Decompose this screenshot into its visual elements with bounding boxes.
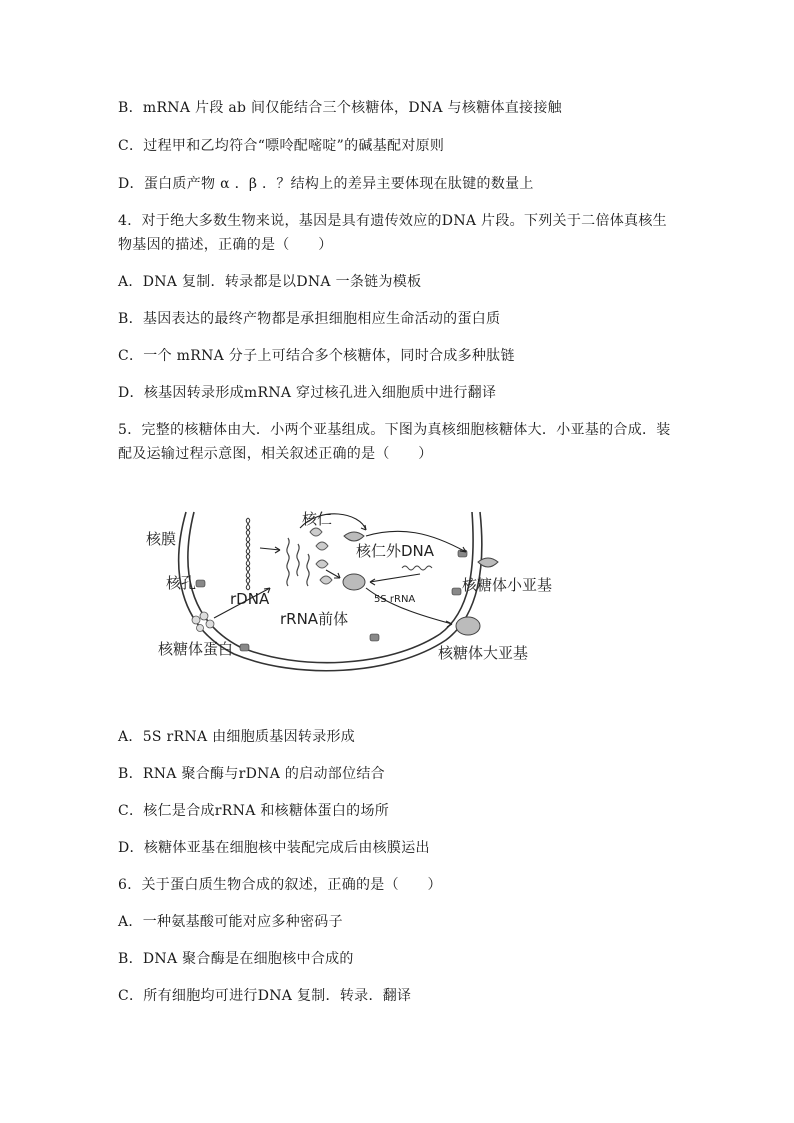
line-q5-c: C．核仁是合成rRNA 和核糖体蛋白的场所 — [118, 803, 390, 819]
line-q3-b: B．mRNA 片段 ab 间仅能结合三个核糖体，DNA 与核糖体直接接触 — [118, 100, 562, 116]
line-q6-c: C．所有细胞均可进行DNA 复制．转录．翻译 — [118, 988, 412, 1004]
label-protein: 核糖体蛋白 — [158, 640, 234, 658]
large-subunit-inside — [343, 574, 365, 590]
line-q5-a: A．5S rRNA 由细胞质基因转录形成 — [118, 729, 356, 745]
label-extra-dna: 核仁外DNA — [356, 542, 435, 560]
line-q4-d: D．核基因转录形成mRNA 穿过核孔进入细胞质中进行翻译 — [118, 385, 497, 401]
line-q3-d: D．蛋白质产物 α ．β ．？结构上的差异主要体现在肽键的数量上 — [118, 176, 534, 192]
line-q5-d: D．核糖体亚基在细胞核中装配完成后由核膜运出 — [118, 840, 430, 856]
line-q6-a: A．一种氨基酸可能对应多种密码子 — [118, 914, 343, 930]
line-q4-a: A．DNA 复制．转录都是以DNA 一条链为模板 — [118, 274, 422, 290]
extra-nucleolar-dna — [402, 566, 432, 570]
line-q4-stem-2: 物基因的描述，正确的是（ ） — [118, 237, 333, 253]
label-nucleolus: 核仁 — [302, 510, 333, 528]
label-five-s: 5S rRNA — [374, 594, 416, 605]
line-q4-b: B．基因表达的最终产物都是承担细胞相应生命活动的蛋白质 — [118, 311, 501, 327]
line-q4-stem-1: 4．对于绝大多数生物来说，基因是具有遗传效应的DNA 片段。下列关于二倍体真核生 — [118, 213, 667, 229]
large-subunit-outside — [456, 617, 480, 635]
rrna-precursor — [287, 538, 309, 586]
label-large-subunit: 核糖体大亚基 — [438, 644, 529, 662]
line-q5-stem-1: 5．完整的核糖体由大．小两个亚基组成。下图为真核细胞核糖体大．小亚基的合成．装 — [118, 422, 671, 438]
ribosome-protein-cluster — [192, 612, 214, 632]
label-small-subunit: 核糖体小亚基 — [462, 576, 553, 594]
line-q6-b: B．DNA 聚合酶是在细胞核中合成的 — [118, 951, 354, 967]
label-pore: 核孔 — [166, 574, 197, 592]
label-precursor: rRNA前体 — [280, 610, 349, 628]
line-q3-c: C．过程甲和乙均符合“嘌呤配嘧啶”的碱基配对原则 — [118, 138, 445, 154]
label-rdna: rDNA — [230, 590, 270, 608]
label-membrane: 核膜 — [146, 530, 177, 548]
rdna-helix — [246, 518, 249, 590]
ribosome-diagram — [130, 508, 570, 680]
line-q6-stem: 6．关于蛋白质生物合成的叙述，正确的是（ ） — [118, 877, 442, 893]
nucleolus-pieces — [310, 528, 332, 584]
line-q5-stem-2: 配及运输过程示意图，相关叙述正确的是（ ） — [118, 446, 433, 462]
line-q4-c: C．一个 mRNA 分子上可结合多个核糖体，同时合成多种肽链 — [118, 348, 515, 364]
line-q5-b: B．RNA 聚合酶与rDNA 的启动部位结合 — [118, 766, 385, 782]
small-subunit-inside — [344, 532, 364, 541]
